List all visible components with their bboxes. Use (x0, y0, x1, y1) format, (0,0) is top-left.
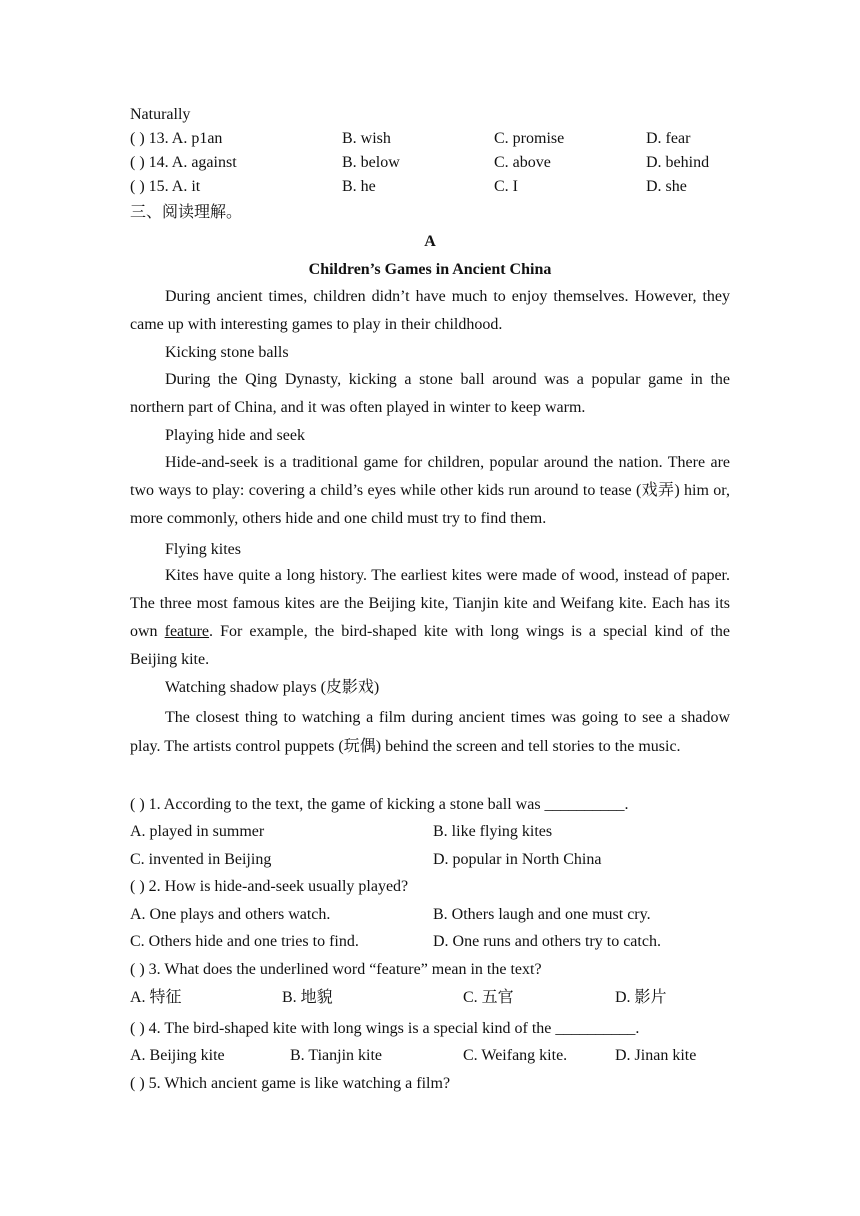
question-2-stem: ( ) 2. How is hide-and-seek usually played? (130, 878, 409, 895)
q4-option-d: D. Jinan kite (615, 1047, 697, 1064)
q1-option-d: D. popular in North China (433, 851, 602, 868)
passage-letter: A (424, 233, 436, 250)
q13-option-d: D. fear (646, 130, 691, 147)
q2-option-a: A. One plays and others watch. (130, 906, 331, 923)
subheading-hide-seek: Playing hide and seek (165, 427, 305, 444)
q1-option-a: A. played in summer (130, 823, 265, 840)
q1-option-c: C. invented in Beijing (130, 851, 272, 868)
q14-option-d: D. behind (646, 154, 710, 171)
q2-option-c: C. Others hide and one tries to find. (130, 933, 359, 950)
paragraph-intro: During ancient times, children didn’t have much to enjoy themselves. However, they came up with interesting games to play in their childhood. (130, 288, 730, 333)
subheading-kicking: Kicking stone balls (165, 344, 289, 361)
q1-option-b: B. like flying kites (433, 823, 553, 840)
q3-option-a: A. 特征 (130, 989, 182, 1006)
question-4-stem: ( ) 4. The bird-shaped kite with long wings is a special kind of the __________. (130, 1020, 640, 1037)
passage-title: Children’s Games in Ancient China (308, 261, 552, 278)
q14-option-b: B. below (342, 154, 400, 171)
q2-option-b: B. Others laugh and one must cry. (433, 906, 651, 923)
q15-stem-a: ( ) 15. A. it (130, 178, 201, 195)
paragraph-shadow-plays: The closest thing to watching a film during ancient times was going to see a shadow play. The artists control puppets (玩偶) behind the screen and tell stories to the music. (130, 709, 730, 755)
subheading-shadow-plays: Watching shadow plays (皮影戏) (165, 679, 380, 696)
question-3-stem: ( ) 3. What does the underlined word “feature” mean in the text? (130, 961, 542, 978)
q13-stem-a: ( ) 13. A. p1an (130, 130, 223, 147)
paragraph-kites: Kites have quite a long history. The earliest kites were made of wood, instead of paper. The three most famous kites are the Beijing kite, Tianjin kite and Weifang kite. Each has its own feature. For example, the bird-shaped kite with long wings is a special kind of the Beijing kite. (130, 567, 731, 668)
paragraph-kicking: During the Qing Dynasty, kicking a stone ball around was a popular game in the northern part of China, and it was often played in winter to keep warm. (130, 371, 730, 416)
q13-option-c: C. promise (494, 130, 565, 147)
q15-option-d: D. she (646, 178, 687, 195)
q2-option-d: D. One runs and others try to catch. (433, 933, 661, 950)
question-1-stem: ( ) 1. According to the text, the game of kicking a stone ball was __________. (130, 796, 629, 813)
subheading-kites: Flying kites (165, 541, 242, 558)
q15-option-b: B. he (342, 178, 376, 195)
paragraph-hide-seek: Hide-and-seek is a traditional game for children, popular around the nation. There are two ways to play: covering a child’s eyes while other kids run around to tease (戏弄) him or, more commonly, others hide and one child must try to find them. (130, 454, 730, 527)
underlined-word-feature: feature (164, 623, 210, 640)
q4-option-a: A. Beijing kite (130, 1047, 225, 1064)
question-5-stem: ( ) 5. Which ancient game is like watching a film? (130, 1075, 451, 1092)
q3-option-b: B. 地貌 (282, 989, 333, 1006)
q14-option-c: C. above (494, 154, 551, 171)
section-heading: 三、阅读理解。 (130, 204, 243, 221)
q14-stem-a: ( ) 14. A. against (130, 154, 237, 171)
q13-option-b: B. wish (342, 130, 391, 147)
q4-option-b: B. Tianjin kite (290, 1047, 383, 1064)
q15-option-c: C. I (494, 178, 518, 195)
q3-option-d: D. 影片 (615, 989, 667, 1006)
prev-passage-tail: Naturally (130, 106, 191, 123)
q4-option-c: C. Weifang kite. (463, 1047, 568, 1064)
q3-option-c: C. 五官 (463, 989, 514, 1006)
